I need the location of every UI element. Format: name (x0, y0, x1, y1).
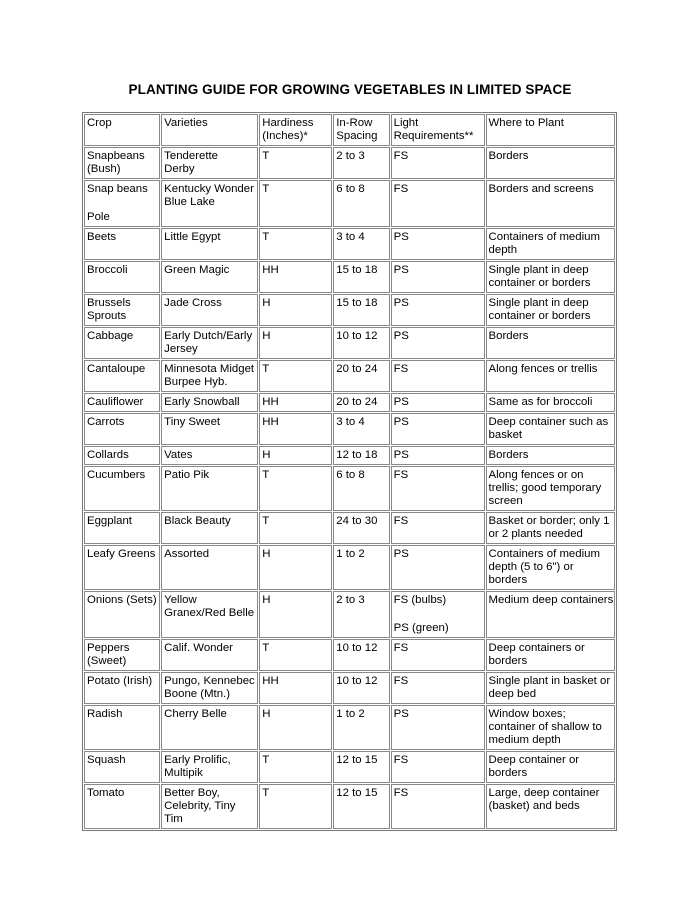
cell-where-to-plant-line: (basket) and beds (488, 800, 580, 812)
cell-where-to-plant (486, 294, 615, 326)
cell-varieties (161, 751, 258, 783)
cell-light-requirements-line: PS (393, 708, 409, 720)
cell-varieties (161, 228, 258, 260)
cell-light-requirements-line: FS (393, 675, 409, 687)
cell-in-row-spacing-line: 24 to 30 (336, 515, 378, 527)
cell-in-row-spacing (333, 147, 389, 179)
cell-varieties-line: Little Egypt (164, 231, 221, 243)
cell-varieties (161, 446, 258, 465)
cell-hardiness-line: H (262, 297, 271, 309)
cell-where-to-plant-line: Deep containers or (488, 642, 585, 654)
cell-light-requirements-line: FS (393, 363, 409, 375)
cell-in-row-spacing (333, 393, 389, 412)
cell-light-requirements-line: PS (393, 548, 409, 560)
cell-varieties (161, 545, 258, 590)
cell-light-requirements-line: FS (393, 469, 409, 481)
cell-hardiness-line: HH (262, 675, 279, 687)
cell-hardiness (259, 639, 332, 671)
cell-in-row-spacing-line: 15 to 18 (336, 264, 378, 276)
cell-in-row-spacing (333, 327, 389, 359)
cell-hardiness (259, 512, 332, 544)
cell-crop (84, 413, 160, 445)
cell-where-to-plant-line: Single plant in deep (488, 297, 589, 309)
cell-varieties-line: Better Boy, (164, 787, 220, 799)
cell-crop (84, 294, 160, 326)
cell-crop (84, 360, 160, 392)
cell-where-to-plant-line: container of shallow to (488, 721, 602, 733)
cell-crop (84, 327, 160, 359)
cell-light-requirements (391, 261, 485, 293)
cell-where-to-plant-line: borders (488, 767, 528, 779)
cell-where-to-plant-line: Medium deep containers (488, 594, 614, 606)
cell-in-row-spacing (333, 294, 389, 326)
cell-hardiness (259, 545, 332, 590)
cell-where-to-plant-line: Large, deep container (488, 787, 600, 799)
cell-light-requirements (391, 512, 485, 544)
table-row (84, 512, 615, 544)
cell-where-to-plant-line: Single plant in basket or (488, 675, 611, 687)
cell-light-requirements-line (394, 607, 482, 622)
cell-where-to-plant (486, 466, 615, 511)
cell-light-requirements-line: FS (393, 183, 409, 195)
cell-light-requirements-line: PS (393, 416, 409, 428)
cell-light-requirements-line: PS (393, 330, 409, 342)
cell-varieties (161, 672, 258, 704)
cell-light-requirements-line: PS (green) (393, 622, 449, 634)
cell-hardiness-line: H (262, 594, 271, 606)
cell-crop (84, 512, 160, 544)
table-row (84, 228, 615, 260)
table-row (84, 705, 615, 750)
cell-crop-line: Sprouts (87, 310, 127, 322)
header-light-requirements (391, 114, 485, 146)
cell-hardiness (259, 393, 332, 412)
cell-varieties-line: Burpee Hyb. (164, 376, 228, 388)
cell-hardiness (259, 228, 332, 260)
cell-light-requirements (391, 466, 485, 511)
cell-where-to-plant (486, 639, 615, 671)
cell-crop-line: Leafy Greens (87, 548, 156, 560)
cell-light-requirements-line: FS (393, 642, 409, 654)
cell-where-to-plant-line: container or borders (488, 277, 591, 289)
table-row (84, 545, 615, 590)
cell-where-to-plant (486, 545, 615, 590)
cell-crop (84, 672, 160, 704)
cell-crop-line: Snapbeans (87, 150, 145, 162)
cell-where-to-plant (486, 413, 615, 445)
cell-hardiness-line: H (262, 449, 271, 461)
cell-where-to-plant (486, 705, 615, 750)
cell-where-to-plant-line: deep bed (488, 688, 537, 700)
cell-crop-line: Beets (87, 231, 117, 243)
cell-where-to-plant-line: trellis; good temporary (488, 482, 602, 494)
cell-in-row-spacing (333, 705, 389, 750)
cell-crop (84, 639, 160, 671)
cell-in-row-spacing-line: 12 to 15 (336, 754, 378, 766)
cell-varieties (161, 147, 258, 179)
cell-where-to-plant-line: borders (488, 655, 528, 667)
cell-in-row-spacing-line: 10 to 12 (336, 330, 378, 342)
cell-where-to-plant-line: Borders (488, 150, 529, 162)
cell-light-requirements-line: PS (393, 396, 409, 408)
cell-varieties-line: Patio Pik (164, 469, 210, 481)
cell-crop-line: Tomato (87, 787, 125, 799)
cell-crop-line: Cauliflower (87, 396, 144, 408)
cell-where-to-plant (486, 751, 615, 783)
cell-hardiness (259, 180, 332, 227)
cell-varieties-line: Tiny Sweet (164, 416, 221, 428)
cell-where-to-plant-line: or 2 plants needed (488, 528, 583, 540)
cell-in-row-spacing (333, 591, 389, 638)
cell-hardiness-line: T (262, 363, 270, 375)
cell-in-row-spacing-line: 1 to 2 (336, 548, 365, 560)
cell-hardiness-line: HH (262, 416, 279, 428)
cell-in-row-spacing-line: 2 to 3 (336, 150, 365, 162)
header-light-requirements-line: Light (393, 117, 419, 129)
cell-varieties (161, 705, 258, 750)
cell-in-row-spacing (333, 639, 389, 671)
table-row (84, 672, 615, 704)
cell-light-requirements (391, 360, 485, 392)
cell-in-row-spacing-line: 10 to 12 (336, 675, 378, 687)
cell-light-requirements (391, 147, 485, 179)
table-row (84, 360, 615, 392)
table-row (84, 751, 615, 783)
cell-crop (84, 261, 160, 293)
cell-where-to-plant-line: Same as for broccoli (488, 396, 593, 408)
cell-crop-line: Peppers (87, 642, 130, 654)
cell-where-to-plant-line: depth (5 to 6") or (488, 561, 574, 573)
header-varieties-line: Varieties (164, 117, 208, 129)
header-in-row-spacing (333, 114, 389, 146)
cell-where-to-plant-line: Containers of medium (488, 231, 600, 243)
cell-hardiness-line: T (262, 469, 270, 481)
header-hardiness-line: (Inches)* (262, 130, 308, 142)
cell-varieties-line: Green Magic (164, 264, 230, 276)
cell-in-row-spacing (333, 446, 389, 465)
cell-where-to-plant-line: Basket or border; only 1 (488, 515, 610, 527)
cell-crop (84, 446, 160, 465)
cell-hardiness-line: H (262, 330, 271, 342)
cell-hardiness-line: T (262, 754, 270, 766)
cell-varieties-line: Tim (164, 813, 183, 825)
cell-light-requirements (391, 545, 485, 590)
table-row (84, 147, 615, 179)
cell-hardiness-line: H (262, 708, 271, 720)
cell-crop-line: Carrots (87, 416, 125, 428)
cell-varieties-line: Granex/Red Belle (164, 607, 255, 619)
cell-crop-line: (Bush) (87, 163, 121, 175)
cell-varieties (161, 591, 258, 638)
header-where-to-plant-line: Where to Plant (488, 117, 564, 129)
cell-in-row-spacing (333, 261, 389, 293)
table-row (84, 327, 615, 359)
cell-crop-line: Squash (87, 754, 126, 766)
cell-hardiness (259, 327, 332, 359)
cell-light-requirements-line: PS (393, 231, 409, 243)
cell-light-requirements (391, 393, 485, 412)
cell-hardiness (259, 413, 332, 445)
cell-varieties (161, 393, 258, 412)
cell-hardiness (259, 705, 332, 750)
header-in-row-spacing-line: In-Row (336, 117, 373, 129)
cell-in-row-spacing-line: 10 to 12 (336, 642, 378, 654)
cell-in-row-spacing (333, 672, 389, 704)
table-row (84, 261, 615, 293)
cell-varieties-line: Jade Cross (164, 297, 222, 309)
cell-hardiness (259, 591, 332, 638)
cell-hardiness-line: T (262, 787, 270, 799)
cell-hardiness-line: T (262, 183, 270, 195)
cell-light-requirements (391, 639, 485, 671)
cell-varieties-line: Early Prolific, (164, 754, 231, 766)
table-row (84, 591, 615, 638)
cell-hardiness (259, 261, 332, 293)
cell-varieties (161, 413, 258, 445)
cell-crop (84, 466, 160, 511)
cell-where-to-plant (486, 228, 615, 260)
cell-varieties (161, 294, 258, 326)
cell-light-requirements (391, 591, 485, 638)
cell-varieties-line: Assorted (164, 548, 210, 560)
cell-varieties (161, 327, 258, 359)
cell-varieties-line: Cherry Belle (164, 708, 227, 720)
cell-crop (84, 751, 160, 783)
cell-varieties (161, 360, 258, 392)
cell-varieties-line: Early Snowball (164, 396, 240, 408)
cell-hardiness-line: T (262, 515, 270, 527)
cell-crop-line: Cucumbers (87, 469, 146, 481)
cell-varieties-line: Multipik (164, 767, 203, 779)
cell-light-requirements-line: FS (bulbs) (393, 594, 447, 606)
cell-where-to-plant (486, 360, 615, 392)
cell-in-row-spacing (333, 360, 389, 392)
cell-varieties (161, 466, 258, 511)
cell-crop (84, 705, 160, 750)
cell-crop (84, 784, 160, 829)
cell-where-to-plant-line: Borders and screens (488, 183, 594, 195)
cell-varieties-line: Early Dutch/Early (164, 330, 253, 342)
cell-light-requirements-line: PS (393, 297, 409, 309)
cell-hardiness-line: T (262, 231, 270, 243)
cell-where-to-plant (486, 261, 615, 293)
cell-in-row-spacing-line: 3 to 4 (336, 416, 365, 428)
cell-where-to-plant (486, 180, 615, 227)
cell-light-requirements (391, 294, 485, 326)
cell-crop-line: (Sweet) (87, 655, 127, 667)
table-row (84, 466, 615, 511)
cell-in-row-spacing (333, 751, 389, 783)
cell-where-to-plant-line: Borders (488, 449, 529, 461)
table-row (84, 784, 615, 829)
table-row (84, 413, 615, 445)
header-hardiness (259, 114, 332, 146)
table-row (84, 180, 615, 227)
cell-crop-line: Collards (87, 449, 129, 461)
cell-light-requirements-line: FS (393, 754, 409, 766)
table-row (84, 639, 615, 671)
table-row (84, 446, 615, 465)
cell-in-row-spacing-line: 12 to 15 (336, 787, 378, 799)
cell-varieties (161, 512, 258, 544)
cell-light-requirements-line: FS (393, 515, 409, 527)
cell-light-requirements (391, 228, 485, 260)
cell-crop-line: Snap beans (87, 183, 148, 195)
cell-crop (84, 393, 160, 412)
cell-varieties-line: Minnesota Midget (164, 363, 255, 375)
cell-in-row-spacing (333, 228, 389, 260)
cell-crop-line: Brussels (87, 297, 131, 309)
cell-hardiness-line: HH (262, 264, 279, 276)
cell-in-row-spacing (333, 466, 389, 511)
cell-varieties-line: Tenderette (164, 150, 218, 162)
cell-hardiness-line: T (262, 642, 270, 654)
cell-where-to-plant (486, 393, 615, 412)
cell-in-row-spacing-line: 20 to 24 (336, 396, 378, 408)
cell-varieties (161, 180, 258, 227)
cell-hardiness (259, 446, 332, 465)
cell-crop-line (87, 196, 157, 211)
table-row (84, 393, 615, 412)
cell-where-to-plant-line: Window boxes; (488, 708, 566, 720)
cell-in-row-spacing (333, 512, 389, 544)
cell-where-to-plant (486, 672, 615, 704)
cell-where-to-plant-line: Deep container such as (488, 416, 609, 428)
cell-where-to-plant-line: Along fences or on (488, 469, 584, 481)
cell-where-to-plant-line: medium depth (488, 734, 561, 746)
cell-light-requirements (391, 672, 485, 704)
cell-varieties-line: Blue Lake (164, 196, 215, 208)
cell-crop-line: Broccoli (87, 264, 128, 276)
cell-varieties (161, 639, 258, 671)
cell-crop-line: Radish (87, 708, 123, 720)
cell-in-row-spacing-line: 2 to 3 (336, 594, 365, 606)
cell-in-row-spacing-line: 3 to 4 (336, 231, 365, 243)
cell-light-requirements (391, 446, 485, 465)
cell-varieties-line: Jersey (164, 343, 198, 355)
cell-where-to-plant (486, 446, 615, 465)
cell-light-requirements-line: FS (393, 787, 409, 799)
cell-where-to-plant-line: Along fences or trellis (488, 363, 598, 375)
header-crop (84, 114, 160, 146)
cell-hardiness-line: HH (262, 396, 279, 408)
planting-guide-table (82, 112, 617, 831)
cell-in-row-spacing-line: 15 to 18 (336, 297, 378, 309)
cell-hardiness-line: T (262, 150, 270, 162)
header-hardiness-line: Hardiness (262, 117, 314, 129)
cell-varieties-line: Calif. Wonder (164, 642, 233, 654)
cell-varieties-line: Black Beauty (164, 515, 231, 527)
cell-light-requirements (391, 784, 485, 829)
cell-where-to-plant (486, 147, 615, 179)
cell-hardiness-line: H (262, 548, 271, 560)
cell-hardiness (259, 784, 332, 829)
cell-where-to-plant-line: Deep container or (488, 754, 580, 766)
page-title: PLANTING GUIDE FOR GROWING VEGETABLES IN LIMITED SPACE (128, 82, 572, 97)
cell-light-requirements-line: PS (393, 264, 409, 276)
header-varieties (161, 114, 258, 146)
cell-varieties-line: Yellow (164, 594, 197, 606)
cell-where-to-plant (486, 327, 615, 359)
cell-crop (84, 545, 160, 590)
cell-in-row-spacing-line: 1 to 2 (336, 708, 365, 720)
cell-light-requirements-line: PS (393, 449, 409, 461)
header-where-to-plant (486, 114, 615, 146)
cell-in-row-spacing (333, 545, 389, 590)
cell-in-row-spacing-line: 6 to 8 (336, 183, 365, 195)
cell-hardiness (259, 751, 332, 783)
cell-hardiness (259, 147, 332, 179)
cell-where-to-plant-line: Containers of medium (488, 548, 600, 560)
cell-where-to-plant-line: borders (488, 574, 528, 586)
cell-varieties (161, 261, 258, 293)
cell-where-to-plant-line: basket (488, 429, 523, 441)
cell-where-to-plant-line: Single plant in deep (488, 264, 589, 276)
cell-light-requirements-line: FS (393, 150, 409, 162)
cell-where-to-plant (486, 591, 615, 638)
cell-varieties-line: Vates (164, 449, 193, 461)
cell-crop-line: Cantaloupe (87, 363, 146, 375)
cell-hardiness (259, 360, 332, 392)
cell-where-to-plant-line: depth (488, 244, 518, 256)
cell-varieties-line: Pungo, Kennebec (164, 675, 255, 687)
cell-light-requirements (391, 705, 485, 750)
table-row (84, 294, 615, 326)
cell-in-row-spacing (333, 784, 389, 829)
cell-light-requirements (391, 751, 485, 783)
cell-where-to-plant (486, 512, 615, 544)
cell-light-requirements (391, 327, 485, 359)
cell-where-to-plant-line: container or borders (488, 310, 591, 322)
cell-varieties-line: Kentucky Wonder (164, 183, 254, 195)
cell-in-row-spacing-line: 12 to 18 (336, 449, 378, 461)
cell-where-to-plant (486, 784, 615, 829)
cell-varieties-line: Boone (Mtn.) (164, 688, 231, 700)
cell-varieties-line: Derby (164, 163, 195, 175)
cell-crop-line: Eggplant (87, 515, 132, 527)
cell-varieties (161, 784, 258, 829)
cell-hardiness (259, 672, 332, 704)
cell-in-row-spacing-line: 6 to 8 (336, 469, 365, 481)
cell-crop-line: Onions (Sets) (87, 594, 157, 606)
cell-in-row-spacing (333, 180, 389, 227)
cell-light-requirements (391, 180, 485, 227)
cell-crop (84, 147, 160, 179)
cell-crop-line: Pole (87, 211, 110, 223)
cell-hardiness (259, 294, 332, 326)
cell-varieties-line: Celebrity, Tiny (164, 800, 236, 812)
cell-light-requirements (391, 413, 485, 445)
cell-hardiness (259, 466, 332, 511)
cell-where-to-plant-line: Borders (488, 330, 529, 342)
cell-in-row-spacing-line: 20 to 24 (336, 363, 378, 375)
cell-crop (84, 228, 160, 260)
header-crop-line: Crop (87, 117, 112, 129)
cell-crop-line: Cabbage (87, 330, 134, 342)
header-in-row-spacing-line: Spacing (336, 130, 378, 142)
header-light-requirements-line: Requirements** (393, 130, 474, 142)
cell-where-to-plant-line: screen (488, 495, 523, 507)
cell-crop (84, 591, 160, 638)
cell-in-row-spacing (333, 413, 389, 445)
table-header-row (84, 114, 615, 146)
cell-crop (84, 180, 160, 227)
cell-crop-line: Potato (Irish) (87, 675, 153, 687)
